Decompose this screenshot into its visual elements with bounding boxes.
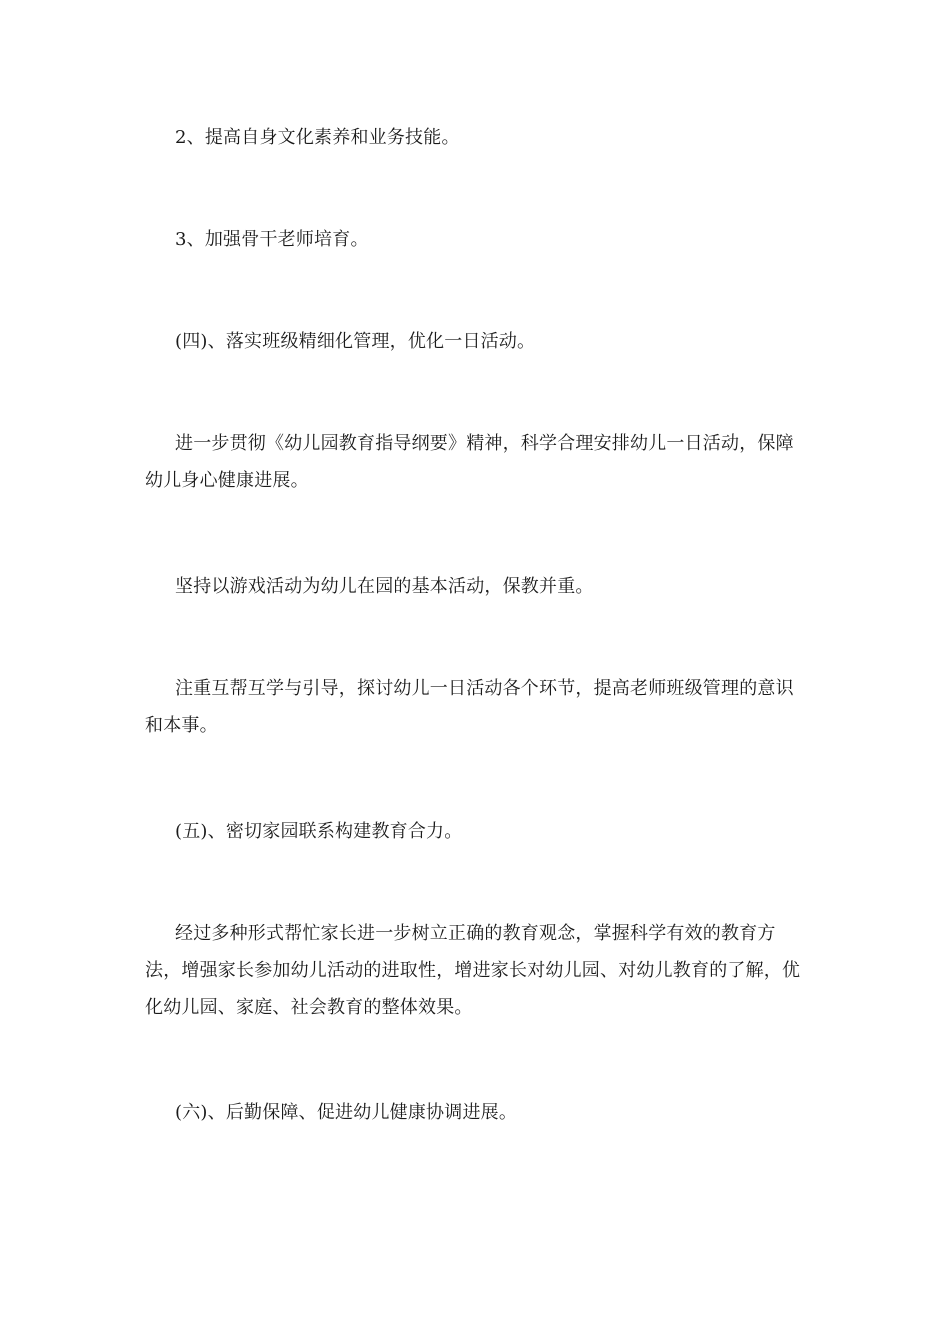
paragraph-body: 坚持以游戏活动为幼儿在园的基本活动，保教并重。 <box>175 576 594 597</box>
paragraph-body: 进一步贯彻《幼儿园教育指导纲要》精神，科学合理安排幼儿一日活动，保障幼儿身心健康进展。 <box>145 433 794 491</box>
section-heading-4: (四)、落实班级精细化管理，优化一日活动。 <box>175 331 536 352</box>
section-heading-5: (五)、密切家园联系构建教育合力。 <box>175 821 463 842</box>
paragraph-item-2: 2、提高自身文化素养和业务技能。 <box>175 127 460 148</box>
section-heading-6: (六)、后勤保障、促进幼儿健康协调进展。 <box>175 1102 518 1123</box>
paragraph-item-3: 3、加强骨干老师培育。 <box>175 229 369 250</box>
paragraph-body: 注重互帮互学与引导，探讨幼儿一日活动各个环节，提高老师班级管理的意识和本事。 <box>145 678 794 736</box>
paragraph-body: 经过多种形式帮忙家长进一步树立正确的教育观念，掌握科学有效的教育方法，增强家长参加幼儿活动的进取性，增进家长对幼儿园、对幼儿教育的了解，优化幼儿园、家庭、社会教育的整体效果。 <box>145 923 801 1018</box>
